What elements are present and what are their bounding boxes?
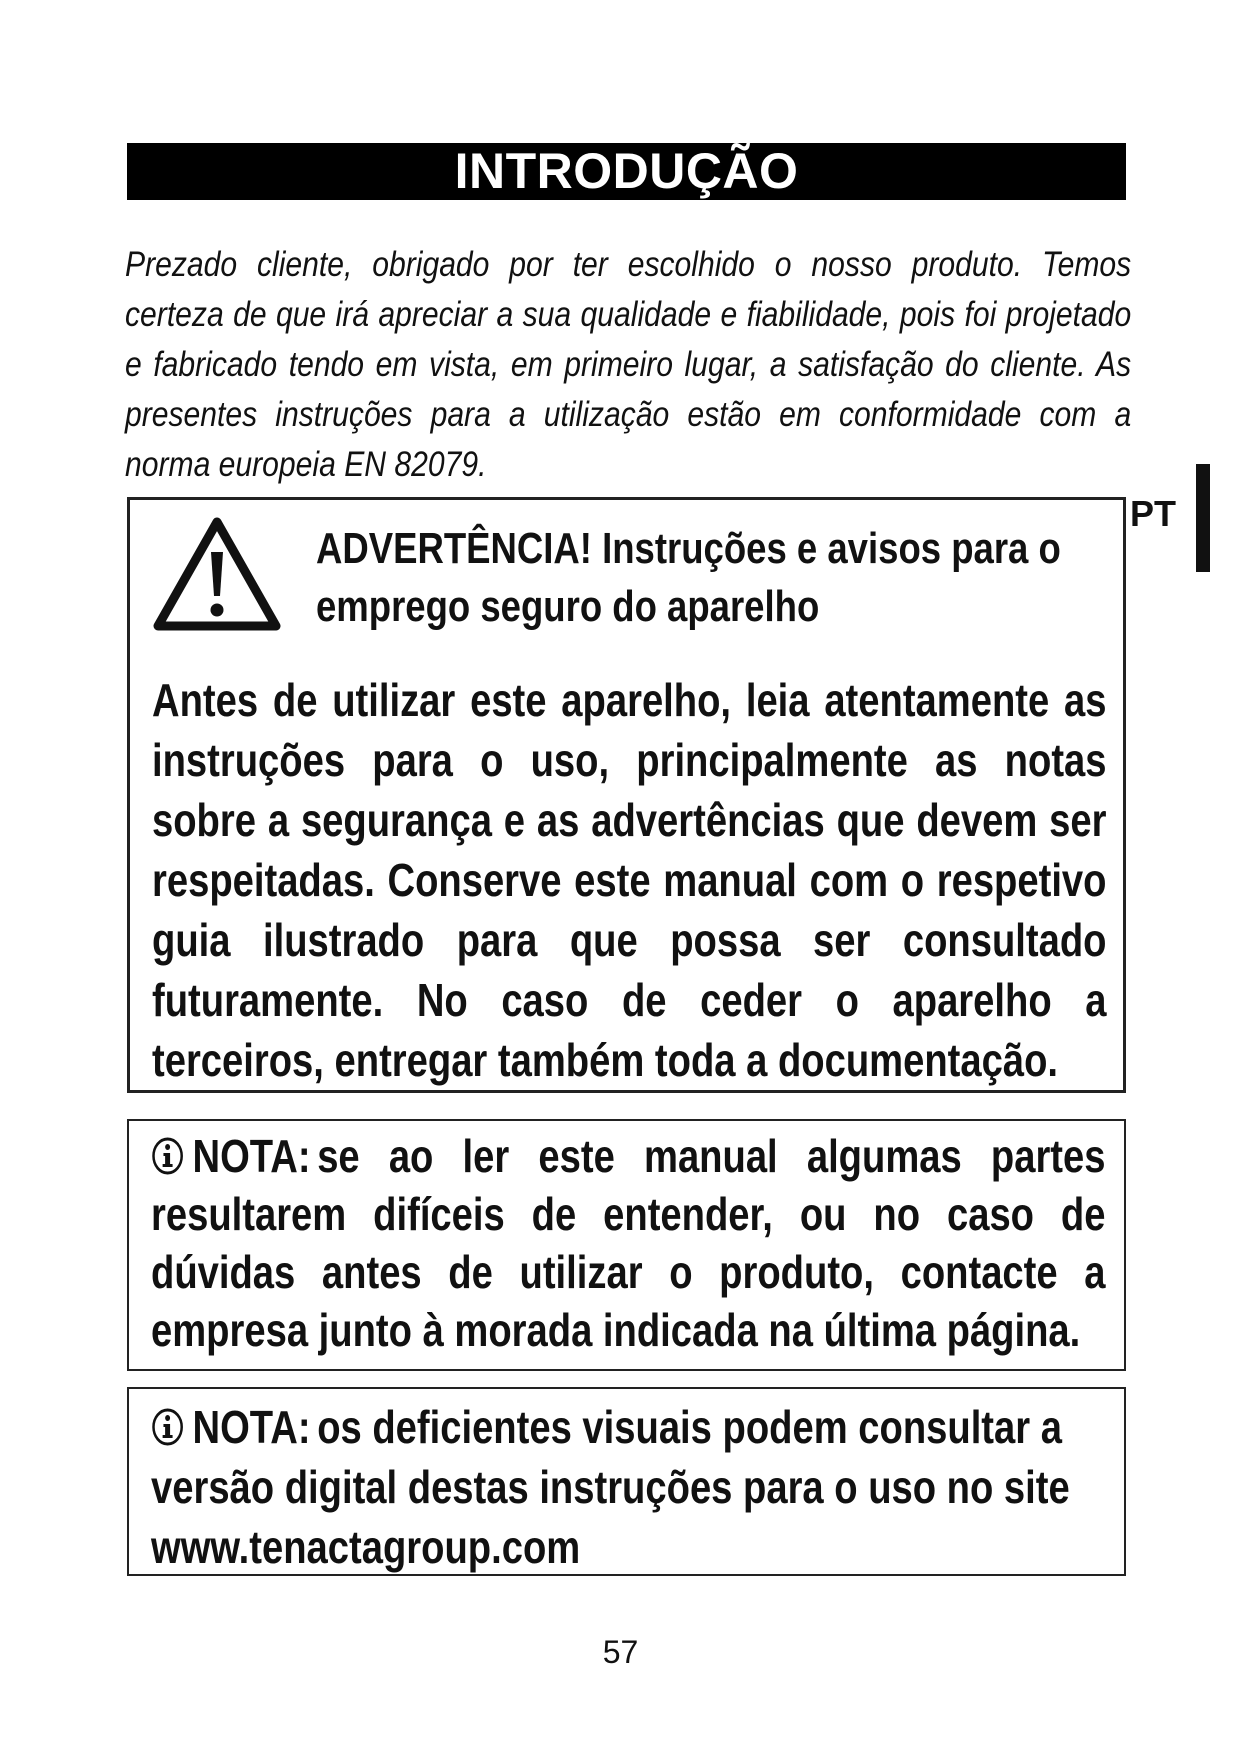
language-tab-marker xyxy=(1196,464,1210,572)
note-text: os deficientes visuais podem consultar a versão digital destas instruções para o uso no site www.tenactagroup.com xyxy=(151,1401,1070,1573)
info-icon xyxy=(151,1136,184,1176)
language-tab-label: PT xyxy=(1130,493,1177,534)
note-box-help xyxy=(127,1119,1126,1371)
page-number: 57 xyxy=(602,1634,639,1670)
note-paragraph xyxy=(151,1397,1106,1577)
note-label: NOTA: xyxy=(192,1130,311,1182)
warning-box xyxy=(127,497,1126,1093)
warning-triangle-icon xyxy=(152,514,282,634)
warning-body: Antes de utilizar este aparelho, leia atentamente as instruções para o uso, principalmente as notas sobre a segurança e as advertências que devem ser respeitadas. Conserve este manual com o respetivo guia ilustrado para que possa ser consultado futuramente. No caso de ceder o aparelho a terceiros, entregar também toda a documentação. xyxy=(152,674,1107,1086)
note-paragraph xyxy=(151,1127,1106,1359)
intro-paragraph: Prezado cliente, obrigado por ter escolhido o nosso produto. Temos certeza de que irá apreciar a sua qualidade e fiabilidade, pois foi projetado e fabricado tendo em vista, em primeiro lugar, a satisfação do cliente. As presentes instruções para a utilização estão em conformidade com a norma europeia EN 82079. xyxy=(125,245,1132,484)
note-box-accessibility xyxy=(127,1387,1126,1576)
note-text: se ao ler este manual algumas partes resultarem difíceis de entender, ou no caso de dúvidas antes de utilizar o produto, contacte a empresa junto à morada indicada na última página. xyxy=(151,1130,1106,1356)
info-icon xyxy=(151,1407,184,1447)
section-title: INTRODUÇÃO xyxy=(127,143,1126,200)
warning-heading: ADVERTÊNCIA! Instruções e avisos para o emprego seguro do aparelho xyxy=(316,524,1061,631)
note-label: NOTA: xyxy=(192,1401,311,1453)
